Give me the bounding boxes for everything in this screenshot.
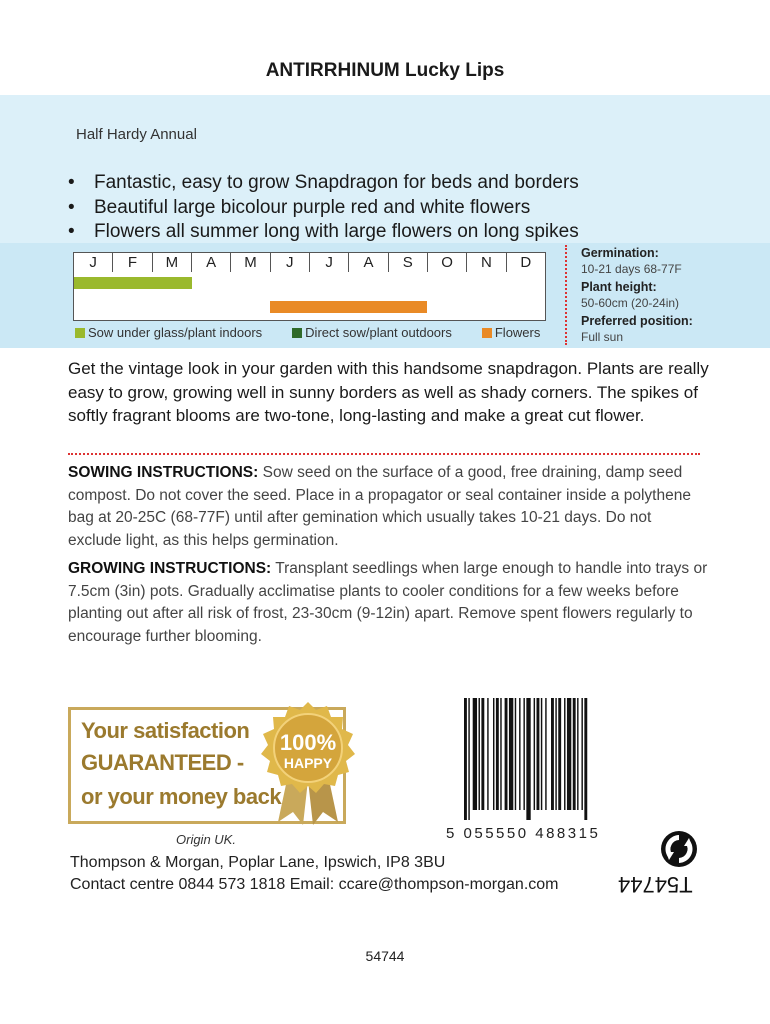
barcode-bar bbox=[509, 698, 513, 810]
barcode-bar bbox=[523, 698, 524, 810]
guarantee-line-2: GUARANTEED - bbox=[81, 750, 244, 775]
barcode-number: 5 055550 488315 bbox=[446, 825, 601, 842]
month-jun: J bbox=[271, 253, 310, 273]
sowing-text: Sow seed on the surface of a good, free draining, damp seed compost. Do not cover the seed. Place in a propagator or seal container inside a polythene bag at 20-25C (68-77F) until after gemination which usually takes 10-21 days. Do not exclude light, as this helps germination. bbox=[68, 464, 691, 549]
barcode-bar bbox=[558, 698, 561, 810]
barcode-bar bbox=[551, 698, 554, 810]
barcode-bar bbox=[500, 698, 501, 810]
height-value: 50-60cm (20-24in) bbox=[581, 296, 680, 310]
growing-instructions bbox=[68, 558, 708, 648]
legend-swatch bbox=[292, 328, 302, 338]
barcode-bar bbox=[479, 698, 480, 810]
feature-item: • Fantastic, easy to grow Snapdragon for beds and borders bbox=[68, 172, 579, 193]
barcode-bar bbox=[493, 698, 494, 810]
calendar-legend bbox=[75, 325, 570, 340]
horizontal-divider bbox=[68, 453, 700, 455]
barcode-bar bbox=[468, 698, 469, 820]
barcode-bar bbox=[573, 698, 576, 810]
barcode-bar bbox=[567, 698, 571, 810]
barcode-bar bbox=[505, 698, 508, 810]
month-feb: F bbox=[113, 253, 152, 273]
legend-item-sow-indoors: Sow under glass/plant indoors bbox=[75, 325, 262, 340]
sowing-calendar-months bbox=[73, 252, 546, 274]
barcode-bar bbox=[545, 698, 546, 810]
month-apr: A bbox=[192, 253, 231, 273]
plant-type: Half Hardy Annual bbox=[76, 126, 197, 143]
feature-item: • Beautiful large bicolour purple red and white flowers bbox=[68, 196, 531, 218]
flowers-bar bbox=[270, 301, 427, 313]
guarantee-line-3: or your money back bbox=[81, 784, 282, 809]
barcode-bar bbox=[564, 698, 565, 810]
sow-indoors-bar bbox=[74, 277, 192, 289]
feature-item: • Flowers all summer long with large flowers on long spikes bbox=[68, 221, 579, 242]
position-value: Full sun bbox=[581, 330, 624, 344]
guarantee-line-1: Your satisfaction bbox=[81, 718, 250, 743]
barcode-bar bbox=[473, 698, 477, 810]
month-oct: O bbox=[428, 253, 467, 273]
growing-text: Transplant seedlings when large enough to handle into trays or 7.5cm (3in) pots. Gradually acclimatise plants to cooler conditions for a few weeks before planting out after all risk of frost, 23-30cm (9-12in) apart. Remove spent flowers regularly to encourage further blooming. bbox=[68, 560, 708, 645]
barcode-icon bbox=[460, 698, 638, 820]
barcode-bar bbox=[481, 698, 484, 810]
legend-item-flowers: Flowers bbox=[482, 325, 541, 340]
seal-percent: 100% bbox=[279, 730, 337, 755]
feature-list bbox=[68, 171, 579, 245]
vertical-divider bbox=[565, 245, 567, 345]
barcode-bar bbox=[487, 698, 488, 810]
company-address-block bbox=[70, 852, 559, 896]
barcode-bar bbox=[541, 698, 542, 810]
barcode-bar bbox=[534, 698, 535, 810]
legend-item-direct-sow: Direct sow/plant outdoors bbox=[292, 325, 452, 340]
product-title: ANTIRRHINUM Lucky Lips bbox=[265, 60, 505, 81]
barcode-bar bbox=[464, 698, 467, 820]
footer-product-code: 54744 bbox=[365, 948, 405, 964]
barcode-bar bbox=[555, 698, 556, 810]
month-jan: J bbox=[74, 253, 113, 273]
month-aug: A bbox=[349, 253, 388, 273]
origin-label: Origin UK. bbox=[176, 832, 236, 847]
barcode-bar bbox=[515, 698, 516, 810]
happy-seal-icon bbox=[258, 700, 358, 830]
barcode-bar bbox=[581, 698, 582, 810]
germination-value: 10-21 days 68-77F bbox=[581, 262, 682, 276]
legend-swatch bbox=[482, 328, 492, 338]
seal-happy: HAPPY bbox=[283, 755, 333, 771]
barcode-bar bbox=[526, 698, 530, 820]
barcode-bar bbox=[577, 698, 578, 810]
position-label: Preferred position: bbox=[581, 314, 693, 328]
company-address: Thompson & Morgan, Poplar Lane, Ipswich, IP8 3BU bbox=[70, 854, 446, 871]
growing-heading: GROWING INSTRUCTIONS: bbox=[68, 560, 272, 577]
month-sep: S bbox=[389, 253, 428, 273]
product-code-upside-down: T54744 bbox=[618, 872, 693, 897]
barcode-bar bbox=[496, 698, 499, 810]
month-mar: M bbox=[153, 253, 192, 273]
month-dec: D bbox=[520, 254, 532, 271]
sowing-instructions bbox=[68, 462, 708, 552]
month-may: M bbox=[231, 253, 270, 273]
barcode-bar bbox=[519, 698, 520, 810]
germination-label: Germination: bbox=[581, 246, 659, 260]
barcode-bar bbox=[584, 698, 587, 820]
month-nov: N bbox=[467, 253, 506, 273]
month-jul: J bbox=[310, 253, 349, 273]
legend-swatch bbox=[75, 328, 85, 338]
sowing-calendar-chart bbox=[73, 272, 546, 321]
green-dot-recycle-icon bbox=[660, 830, 698, 868]
product-description: Get the vintage look in your garden with this handsome snapdragon. Plants are really easy to grow, growing well in sunny borders as well as shady corners. The spikes of softly fragrant blooms are two-tone, long-lasting and make a great cut flower. bbox=[68, 359, 709, 425]
height-label: Plant height: bbox=[581, 280, 657, 294]
barcode-bar bbox=[537, 698, 540, 810]
sowing-heading: SOWING INSTRUCTIONS: bbox=[68, 464, 259, 481]
growing-info bbox=[581, 245, 693, 345]
contact-details: Contact centre 0844 573 1818 Email: ccare@thompson-morgan.com bbox=[70, 876, 559, 893]
